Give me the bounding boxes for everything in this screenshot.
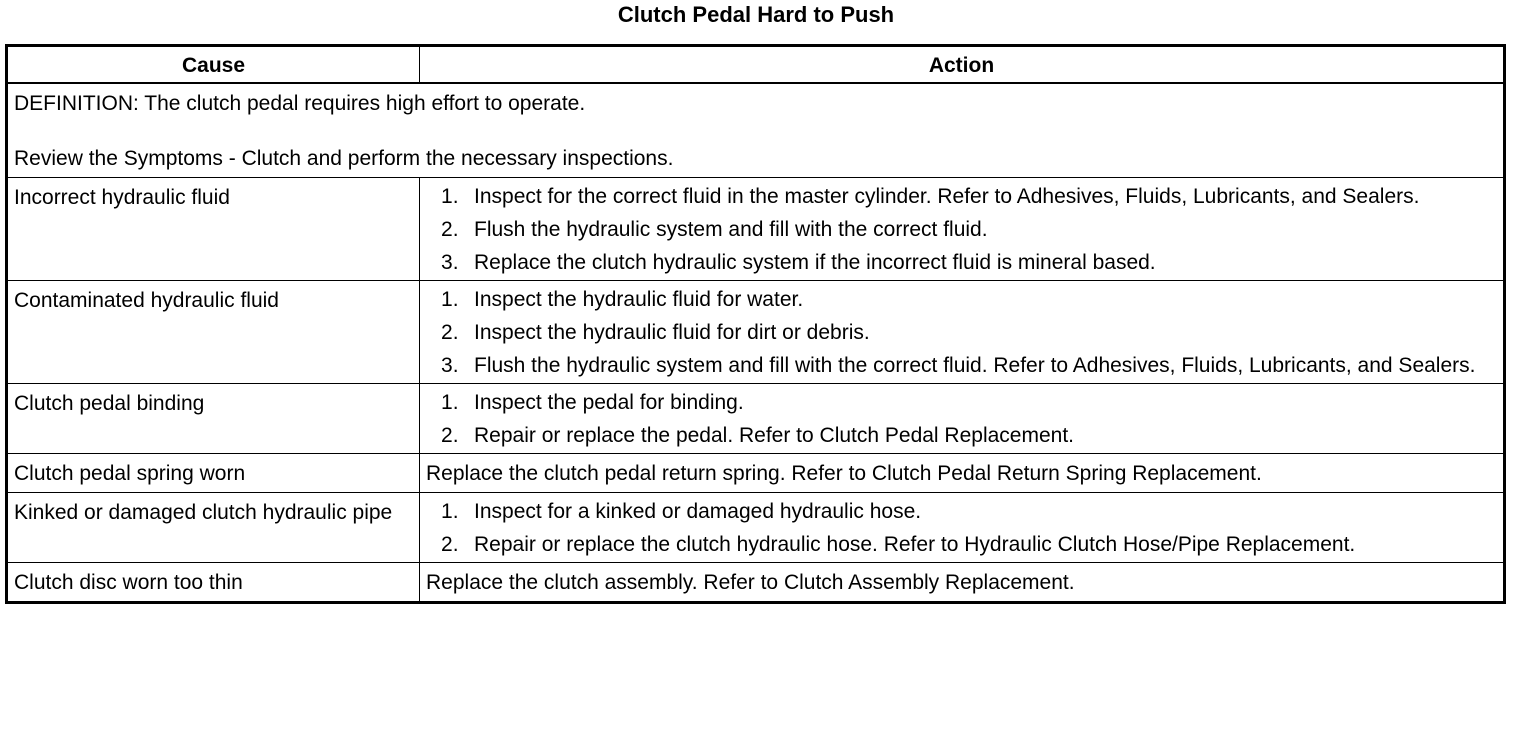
- definition-row: [7, 83, 1505, 178]
- review-symptoms-text: Review the Symptoms - Clutch and perform the necessary inspections.: [14, 147, 674, 170]
- action-step: Replace the clutch hydraulic system if the incorrect fluid is mineral based.: [474, 251, 1156, 274]
- cause-cell: Clutch disc worn too thin: [7, 563, 420, 603]
- cause-cell: Clutch pedal binding: [7, 384, 420, 454]
- action-cell: [420, 493, 1505, 563]
- table-row: [7, 384, 1505, 454]
- document-title: Clutch Pedal Hard to Push: [617, 2, 895, 27]
- table-row: [7, 563, 1505, 603]
- action-step: Repair or replace the clutch hydraulic hose. Refer to Hydraulic Clutch Hose/Pipe Replacement.: [474, 533, 1356, 556]
- action-step: Inspect the hydraulic fluid for dirt or debris.: [474, 321, 870, 344]
- action-steps: [426, 497, 1497, 559]
- cause-cell: Clutch pedal spring worn: [7, 454, 420, 493]
- action-step: Inspect for the correct fluid in the master cylinder. Refer to Adhesives, Fluids, Lubricants, and Sealers.: [474, 185, 1420, 208]
- action-steps: [426, 182, 1497, 277]
- action-steps: [426, 388, 1497, 450]
- action-cell: [420, 178, 1505, 281]
- action-cell: [420, 384, 1505, 454]
- action-cell: Replace the clutch pedal return spring. Refer to Clutch Pedal Return Spring Replacement.: [420, 454, 1505, 493]
- action-cell: Replace the clutch assembly. Refer to Clutch Assembly Replacement.: [420, 563, 1505, 603]
- action-step: Flush the hydraulic system and fill with the correct fluid. Refer to Adhesives, Fluids, Lubricants, and Sealers.: [474, 354, 1476, 377]
- action-step: Repair or replace the pedal. Refer to Clutch Pedal Replacement.: [474, 424, 1074, 447]
- table-row: [7, 178, 1505, 281]
- cause-column-header: Cause: [7, 46, 420, 84]
- table-header-row: [7, 46, 1505, 84]
- cause-cell: Contaminated hydraulic fluid: [7, 281, 420, 384]
- diagnostic-table: [5, 44, 1506, 604]
- action-step: Inspect the pedal for binding.: [474, 391, 744, 414]
- cause-cell: Incorrect hydraulic fluid: [7, 178, 420, 281]
- action-cell: [420, 281, 1505, 384]
- action-steps: [426, 285, 1497, 380]
- definition-text: DEFINITION: The clutch pedal requires high effort to operate.: [14, 92, 586, 115]
- definition-cell: [7, 83, 1505, 178]
- action-step: Flush the hydraulic system and fill with the correct fluid.: [474, 218, 988, 241]
- table-row: [7, 493, 1505, 563]
- action-step: Inspect the hydraulic fluid for water.: [474, 288, 804, 311]
- cause-cell: Kinked or damaged clutch hydraulic pipe: [7, 493, 420, 563]
- table-row: [7, 454, 1505, 493]
- action-column-header: Action: [420, 46, 1505, 84]
- table-row: [7, 281, 1505, 384]
- action-step: Inspect for a kinked or damaged hydraulic hose.: [474, 500, 922, 523]
